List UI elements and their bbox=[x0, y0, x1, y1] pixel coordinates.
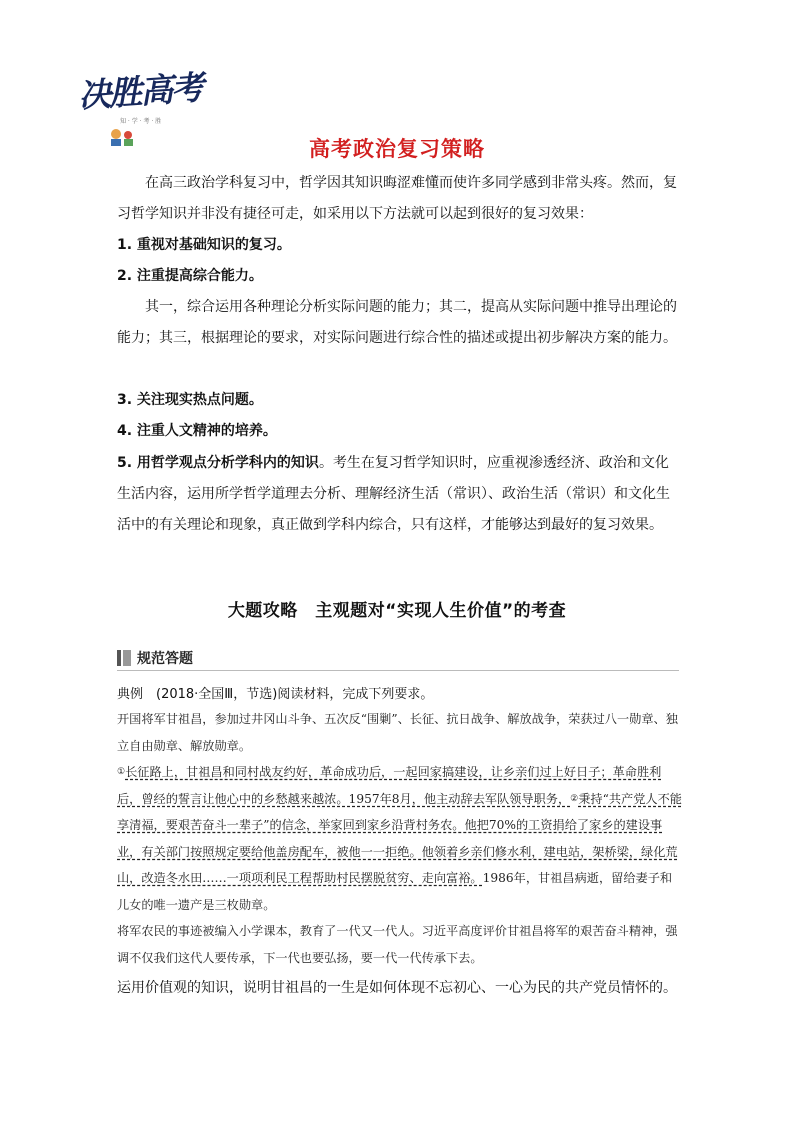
logo-text: 决胜高考 bbox=[76, 67, 204, 116]
tag-bar-icon bbox=[123, 650, 131, 666]
section-divider bbox=[117, 670, 679, 671]
material-text bbox=[117, 706, 682, 971]
point-2: 2. 注重提高综合能力。 bbox=[117, 268, 263, 284]
material-underlined-1: 长征路上，甘祖昌和同村战友约好，革命成功后，一起回家搞建设，让乡亲们过上好日子；革命胜利后，曾经的誓言让他心中的乡愁越来越浓。1957年8月，他主动辞去军队领导职务， bbox=[117, 765, 662, 806]
logo-subtitle: 知 · 学 · 考 · 胜 bbox=[120, 118, 162, 125]
question-text: 运用价值观的知识，说明甘祖昌的一生是如何体现不忘初心、一心为民的共产党员情怀的。 bbox=[117, 980, 677, 996]
section-tag-label: 规范答题 bbox=[137, 651, 193, 667]
material-underlined-2: 秉持“共产党人不能享清福，要艰苦奋斗一辈子”的信念，举家回到家乡沿背村务农。他把70%的工资捐给了家乡的建设事业，有关部门按照规定要给他盖房配车，被他一一拒绝。他领着乡亲们修水利，建电站，架桥梁，绿化荒山，改造冬水田……一项项利民工程帮助村民摆脱贫穷、走向富裕。 bbox=[117, 791, 682, 885]
page-title: 高考政治复习策略 bbox=[309, 137, 485, 161]
mark-1: ① bbox=[117, 767, 126, 777]
point-1: 1. 重视对基础知识的复习。 bbox=[117, 237, 291, 253]
point-2-detail: 其一，综合运用各种理论分析实际问题的能力；其二，提高从实际问题中推导出理论的能力；其三，根据理论的要求，对实际问题进行综合性的描述或提出初步解决方案的能力。 bbox=[117, 299, 677, 346]
material-line-1: 开国将军甘祖昌，参加过井冈山斗争、五次反“围剿”、长征、抗日战争、解放战争，荣获过八一勋章、独立自由勋章、解放勋章。 bbox=[117, 712, 678, 753]
material-tail: 1986年，甘祖昌病逝，留给妻子和儿女的唯一遗产是三枚勋章。 bbox=[117, 871, 673, 912]
material-last-line: 将军农民的事迹被编入小学课本，教育了一代又一代人。习近平高度评价甘祖昌将军的艰苦奋斗精神，强调不仅我们这代人要传承，下一代也要弘扬，要一代一代传承下去。 bbox=[117, 924, 678, 965]
point-5-body: 。考生在复习哲学知识时，应重视渗透经济、政治和文化生活内容，运用所学哲学道理去分析、理解经济生活（常识）、政治生活（常识）和文化生活中的有关理论和现象，真正做到学科内综合，只有这样，才能够达到最好的复习效果。 bbox=[117, 455, 670, 533]
point-4: 4. 注重人文精神的培养。 bbox=[117, 423, 277, 439]
tag-bar-icon bbox=[117, 650, 121, 666]
intro-paragraph: 在高三政治学科复习中，哲学因其知识晦涩难懂而使许多同学感到非常头疼。然而，复习哲学知识并非没有捷径可走，如采用以下方法就可以起到很好的复习效果： bbox=[117, 175, 677, 222]
section-tag bbox=[117, 648, 193, 668]
point-3: 3. 关注现实热点问题。 bbox=[117, 392, 263, 408]
point-5-heading: 5. 用哲学观点分析学科内的知识 bbox=[117, 455, 319, 471]
example-intro: 典例 (2018·全国Ⅲ，节选)阅读材料，完成下列要求。 bbox=[117, 687, 434, 702]
mark-2: ② bbox=[570, 793, 579, 804]
section-heading: 大题攻略 主观题对“实现人生价值”的考查 bbox=[227, 601, 567, 621]
point-5 bbox=[117, 448, 679, 541]
